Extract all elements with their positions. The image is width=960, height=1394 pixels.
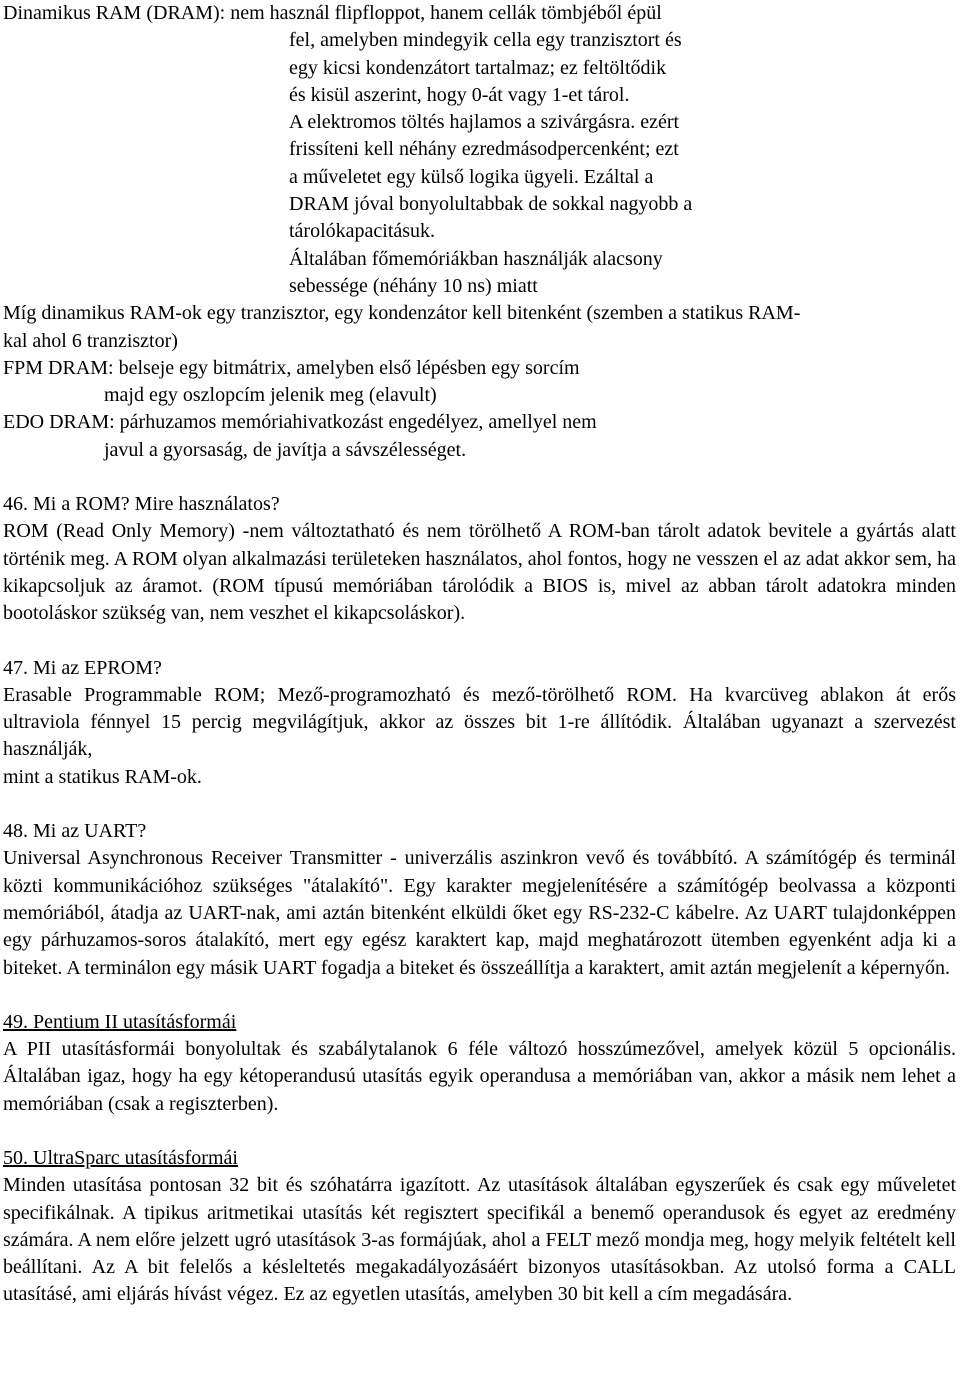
edo-dram-line: EDO DRAM: párhuzamos memóriahivatkozást engedélyez, amellyel nem bbox=[3, 411, 597, 434]
dram-indented-line: és kisül aszerint, hogy 0-át vagy 1-et tárol. bbox=[289, 83, 630, 106]
q49-body: A PII utasításformái bonyolultak és szabálytalanok 6 féle változó hosszúmezővel, amelyek közül 5 opcionális. Általában igaz, hogy ha egy kétoperandusú utasítás egyik operandusa a memóriában van, akkor a másik nem lehet a memóriában (csak a regiszterben). bbox=[3, 1038, 956, 1115]
dram-indented-line: A elektromos töltés hajlamos a szivárgásra. ezért bbox=[289, 111, 680, 134]
q49-heading: 49. Pentium II utasításformái bbox=[3, 1010, 237, 1033]
dram-indented-line: frissíteni kell néhány ezredmásodpercenként; ezt bbox=[289, 138, 679, 161]
dram-first-line: Dinamikus RAM (DRAM): nem használ flipfloppot, hanem cellák tömbjéből épül bbox=[3, 2, 662, 24]
dram-indented-line: a műveletet egy külső logika ügyeli. Ezáltal a bbox=[289, 165, 654, 188]
q50-heading: 50. UltraSparc utasításformái bbox=[3, 1146, 238, 1169]
dram-compare-line: kal ahol 6 tranzisztor) bbox=[3, 329, 178, 352]
dram-indented-line: Általában főmemóriákban használják alacsony bbox=[289, 247, 663, 270]
fpm-dram-line: majd egy oszlopcím jelenik meg (elavult) bbox=[104, 384, 437, 407]
dram-indented-line: tárolókapacitásuk. bbox=[289, 220, 436, 243]
q50-body: Minden utasítása pontosan 32 bit és szóhatárra igazított. Az utasítások általában egyszerűek és csak egy műveletet specifikálnak. A tipikus aritmetikai utasítás két regisztert specifikál a benemő operandusok és egyet az eredmény számára. A nem előre jelzett ugró utasítások 3-as formájúak, ahol a FELT mező mondja meg, hogy melyik feltételt kell beállítani. Az A bit felelős a késleltetés megakadályozásáért bizonyos utasításokban. Az utolsó forma a CALL utasításé, ami eljárás hívást végez. Ez az egyetlen utasítás, amelyben 30 bit kell a cím megadására. bbox=[3, 1174, 956, 1306]
edo-dram-line: javul a gyorsaság, de javítja a sávszélességet. bbox=[104, 438, 467, 461]
dram-indented-line: DRAM jóval bonyolultabbak de sokkal nagyobb a bbox=[289, 193, 693, 216]
q47-last-line: mint a statikus RAM-ok. bbox=[3, 765, 202, 788]
dram-indented-line: fel, amelyben mindegyik cella egy tranzisztort és bbox=[289, 29, 682, 52]
dram-compare-line: Míg dinamikus RAM-ok egy tranzisztor, egy kondenzátor kell bitenként (szemben a statikus RAM- bbox=[3, 302, 801, 325]
q48-body: Universal Asynchronous Receiver Transmitter - univerzális aszinkron vevő és továbbító. A számítógép és terminál közti kommunikációhoz szükséges "átalakító". Egy karakter megjelenítésére a számítógép beolvassa a központi memóriából, átadja az UART-nak, ami aztán bitenként elküldi őket egy RS-232-C kábelre. Az UART tulajdonképpen egy párhuzamos-soros átalakító, mert egy egész karaktert kap, majd meghatározott ütemben egyenként adja ki a biteket. A terminálon egy másik UART fogadja a biteket és összeállítja a karaktert, amit aztán megjelenít a képernyőn. bbox=[3, 847, 956, 979]
q47-body: Erasable Programmable ROM; Mező-programozható és mező-törölhető ROM. Ha kvarcüveg ablakon át erős ultraviola fénnyel 15 percig megvilágítjuk, akkor az összes bit 1-re állítódik. Általában ugyanazt a szervezést használják, bbox=[3, 683, 956, 761]
q46-body: ROM (Read Only Memory) -nem változtatható és nem törölhető A ROM-ban tárolt adatok bevitele a gyártás alatt történik meg. A ROM olyan alkalmazási területeken használatos, ahol fontos, hogy ne vesszen el az adat akkor sem, ha kikapcsoljuk az áramot. (ROM típusú memóriában tárolódik a BIOS is, mivel az abban tárolt adatokra minden bootoláskor szükség van, nem veszhet el kikapcsoláskor). bbox=[3, 520, 956, 625]
fpm-dram-line: FPM DRAM: belseje egy bitmátrix, amelyben első lépésben egy sorcím bbox=[3, 356, 580, 379]
dram-indented-line: sebessége (néhány 10 ns) miatt bbox=[289, 274, 538, 297]
dram-indented-line: egy kicsi kondenzátort tartalmaz; ez feltöltődik bbox=[289, 56, 667, 79]
q48-heading: 48. Mi az UART? bbox=[3, 820, 147, 843]
q47-heading: 47. Mi az EPROM? bbox=[3, 656, 162, 679]
q46-heading: 46. Mi a ROM? Mire használatos? bbox=[3, 493, 280, 516]
